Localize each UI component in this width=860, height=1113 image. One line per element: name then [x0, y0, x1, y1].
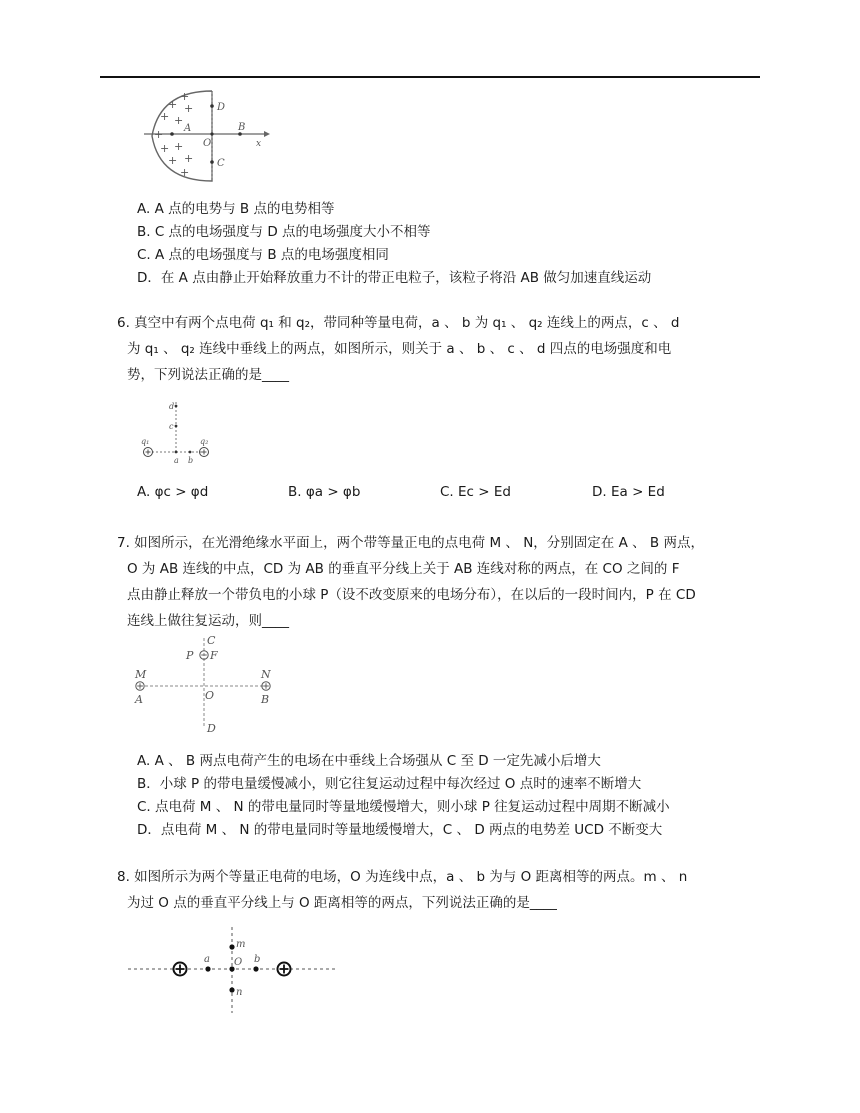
q6-line: 为 q₁ 、 q₂ 连线中垂线上的两点，如图所示，则关于 a 、 b 、 c 、 d 四点的电场强度和电 — [127, 341, 672, 357]
q5-plus: + — [160, 142, 170, 155]
q7-label-N: N — [261, 668, 271, 681]
q7-label-M: M — [135, 668, 147, 681]
q8-question — [117, 864, 767, 916]
q6-label-c: c — [169, 422, 174, 431]
q5-plus: + — [154, 128, 164, 141]
q5-plus: + — [174, 140, 184, 153]
q5-plus: + — [180, 166, 190, 179]
q5-label-A: A — [184, 123, 192, 134]
q6-option-c[interactable]: C. Ec > Ed — [440, 484, 511, 500]
q6-option-d[interactable]: D. Ea > Ed — [592, 484, 665, 500]
q7-label-C: C — [207, 634, 216, 647]
q7-line: 点由静止释放一个带负电的小球 P（设不改变原来的电场分布），在以后的一段时间内，P 在 CD — [127, 587, 696, 603]
q6-label-q1: q₁ — [141, 437, 150, 446]
q5-label-x: x — [256, 139, 262, 149]
q6-label-b: b — [188, 456, 194, 465]
q7-option-a[interactable]: A. A 、 B 两点电荷产生的电场在中垂线上合场强从 C 至 D 一定先减小后增大 — [137, 753, 601, 769]
q7-option-d[interactable]: D．点电荷 M 、 N 的带电量同时等量地缓慢增大，C 、 D 两点的电势差 UCD 不断变大 — [137, 822, 663, 838]
q6-label-q2: q₂ — [200, 437, 209, 446]
q8-figure — [124, 925, 340, 1015]
q7-option-c[interactable]: C. 点电荷 M 、 N 的带电量同时等量地缓慢增大，则小球 P 往复运动过程中周期不断减小 — [137, 799, 670, 815]
q7-label-D: D — [207, 722, 216, 735]
q5-plus: + — [168, 154, 178, 167]
q6-label-d: d — [169, 402, 175, 411]
q8-line: 8. 如图所示为两个等量正电荷的电场，O 为连线中点，a 、 b 为与 O 距离相等的两点。m 、 n — [117, 869, 688, 885]
q6-figure — [138, 396, 218, 468]
q6-option-a[interactable]: A. φc > φd — [137, 484, 209, 500]
q5-plus: + — [168, 98, 178, 111]
q5-label-C: C — [217, 158, 225, 169]
q7-question — [117, 530, 767, 634]
q7-label-O: O — [205, 689, 215, 702]
q5-plus: + — [174, 114, 184, 127]
q7-line: O 为 AB 连线的中点，CD 为 AB 的垂直平分线上关于 AB 连线对称的两点，在 CO 之间的 F — [127, 561, 680, 577]
q7-line: 7. 如图所示，在光滑绝缘水平面上，两个带等量正电的点电荷 M 、 N，分别固定在 A 、 B 两点， — [117, 535, 704, 551]
q7-label-B: B — [261, 693, 270, 706]
q5-plus: + — [184, 152, 194, 165]
q6-label-a: a — [174, 456, 179, 465]
q7-label-F: F — [210, 649, 218, 662]
q5-option-a[interactable]: A. A 点的电势与 B 点的电势相等 — [137, 201, 335, 217]
q5-option-b[interactable]: B. C 点的电场强度与 D 点的电场强度大小不相等 — [137, 224, 431, 240]
q8-label-O: O — [234, 957, 243, 968]
q6-line: 6. 真空中有两个点电荷 q₁ 和 q₂，带同种等量电荷，a 、 b 为 q₁ 、 q₂ 连线上的两点，c 、 d — [117, 315, 680, 331]
q7-figure — [130, 632, 280, 736]
q5-label-D: D — [217, 102, 226, 113]
q5-figure — [140, 86, 280, 186]
q6-option-b[interactable]: B. φa > φb — [288, 484, 361, 500]
q5-plus: + — [160, 110, 170, 123]
q7-option-b[interactable]: B．小球 P 的带电量缓慢减小，则它往复运动过程中每次经过 O 点时的速率不断增大 — [137, 776, 642, 792]
q6-question — [117, 310, 767, 388]
q5-option-c[interactable]: C. A 点的电场强度与 B 点的电场强度相同 — [137, 247, 389, 263]
q5-plus: + — [184, 102, 194, 115]
q5-label-O: O — [203, 138, 212, 149]
q8-label-n: n — [236, 987, 243, 998]
q7-label-A: A — [135, 693, 143, 706]
q6-line: 势，下列说法正确的是____ — [127, 367, 289, 383]
q5-option-d[interactable]: D．在 A 点由静止开始释放重力不计的带正电粒子，该粒子将沿 AB 做匀加速直线运动 — [137, 270, 652, 286]
q7-line: 连线上做往复运动，则____ — [127, 613, 289, 629]
q7-label-P: P — [186, 649, 194, 662]
q5-plus: + — [180, 90, 190, 103]
q8-label-m: m — [236, 939, 246, 950]
header-rule — [100, 76, 760, 78]
q8-line: 为过 O 点的垂直平分线上与 O 距离相等的两点，下列说法正确的是____ — [127, 895, 557, 911]
q8-label-a: a — [204, 954, 210, 965]
q8-label-b: b — [254, 954, 261, 965]
q5-label-B: B — [238, 122, 246, 133]
